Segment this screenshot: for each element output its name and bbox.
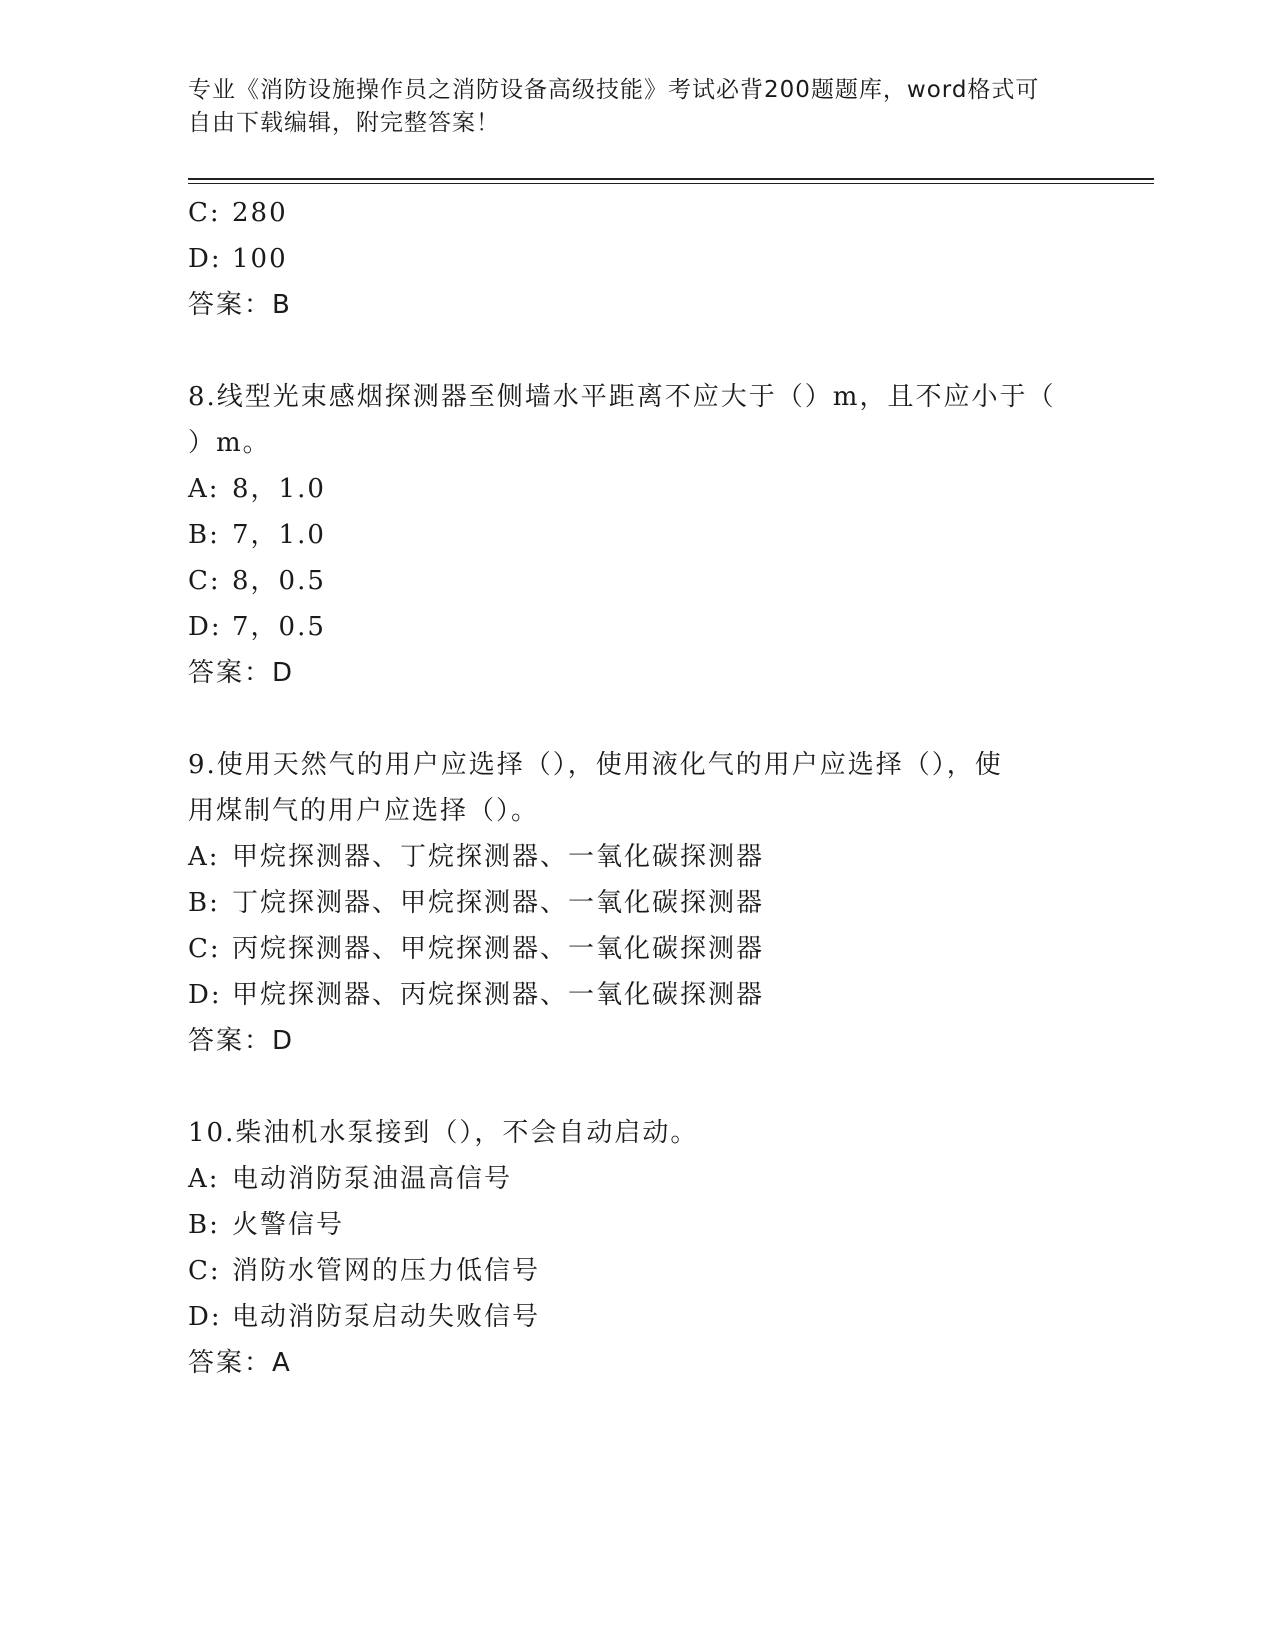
question-10 — [188, 1110, 1088, 1386]
option-c — [188, 190, 1088, 236]
answer-line: 答案：D — [188, 1026, 295, 1056]
option-key: D: — [188, 980, 222, 1010]
option-key: C: — [188, 198, 221, 228]
option-d — [188, 236, 1088, 282]
question-stem-line: 10.柴油机水泵接到（），不会自动启动。 — [188, 1118, 699, 1148]
option-text: 280 — [232, 198, 288, 228]
spacer — [188, 696, 1088, 742]
option-key: B: — [188, 520, 220, 550]
option-c — [188, 558, 1088, 604]
question-stem-line: ）m。 — [188, 428, 271, 458]
document-header — [188, 74, 1068, 140]
spacer — [188, 328, 1088, 374]
answer-line: 答案：B — [188, 290, 292, 320]
option-key: B: — [188, 888, 220, 918]
option-text: 火警信号 — [232, 1210, 345, 1240]
option-text: 7，0.5 — [232, 612, 326, 642]
option-b — [188, 1202, 1088, 1248]
option-a — [188, 1156, 1088, 1202]
option-text: 8，0.5 — [232, 566, 326, 596]
option-key: C: — [188, 1256, 221, 1286]
header-line-2: 自由下载编辑，附完整答案！ — [188, 110, 500, 136]
question-stem-line: 8.线型光束感烟探测器至侧墙水平距离不应大于（）m，且不应小于（ — [188, 382, 1056, 412]
option-text: 7，1.0 — [232, 520, 326, 550]
header-divider-thin — [188, 183, 1154, 184]
option-key: D: — [188, 612, 222, 642]
option-c — [188, 1248, 1088, 1294]
option-d — [188, 604, 1088, 650]
option-b — [188, 512, 1088, 558]
question-8 — [188, 374, 1088, 696]
header-line-1: 专业《消防设施操作员之消防设备高级技能》考试必背200题题库，word格式可 — [188, 77, 1040, 103]
option-key: A: — [188, 474, 220, 504]
option-text: 甲烷探测器、丁烷探测器、一氧化碳探测器 — [232, 842, 765, 872]
spacer — [188, 1064, 1088, 1110]
option-d — [188, 1294, 1088, 1340]
option-key: A: — [188, 1164, 220, 1194]
option-d — [188, 972, 1088, 1018]
question-stem-line: 9.使用天然气的用户应选择（），使用液化气的用户应选择（），使 — [188, 750, 1003, 780]
option-b — [188, 880, 1088, 926]
option-text: 100 — [232, 244, 288, 274]
option-text: 甲烷探测器、丙烷探测器、一氧化碳探测器 — [232, 980, 765, 1010]
option-key: C: — [188, 934, 221, 964]
option-key: D: — [188, 1302, 222, 1332]
header-divider-thick — [188, 178, 1154, 180]
option-text: 电动消防泵油温高信号 — [232, 1164, 513, 1194]
option-key: D: — [188, 244, 222, 274]
document-body — [188, 190, 1088, 1386]
option-a — [188, 834, 1088, 880]
option-text: 8，1.0 — [232, 474, 326, 504]
question-9 — [188, 742, 1088, 1064]
option-key: A: — [188, 842, 220, 872]
option-text: 电动消防泵启动失败信号 — [232, 1302, 541, 1332]
option-text: 消防水管网的压力低信号 — [232, 1256, 541, 1286]
question-7-tail — [188, 190, 1088, 328]
option-key: C: — [188, 566, 221, 596]
question-stem-line: 用煤制气的用户应选择（）。 — [188, 796, 540, 826]
answer-line: 答案：D — [188, 658, 295, 688]
option-a — [188, 466, 1088, 512]
answer-line: 答案：A — [188, 1348, 292, 1378]
option-key: B: — [188, 1210, 220, 1240]
option-c — [188, 926, 1088, 972]
option-text: 丁烷探测器、甲烷探测器、一氧化碳探测器 — [232, 888, 765, 918]
option-text: 丙烷探测器、甲烷探测器、一氧化碳探测器 — [232, 934, 765, 964]
